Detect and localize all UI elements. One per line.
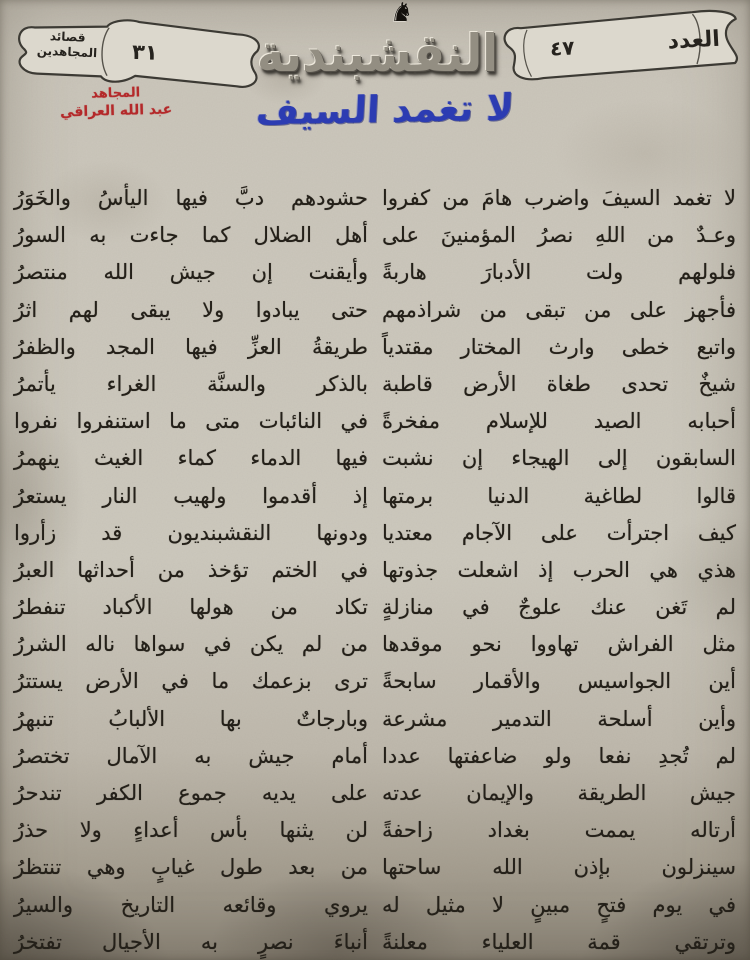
poem-line: قالوا لطاغية الدنيا برمتها [382, 483, 736, 508]
poem-line: من لم يكن في سواها ناله الشررُ [14, 632, 368, 657]
poem-line: لن يثنها بأس أعداءٍ ولا حذرُ [14, 818, 368, 843]
poem-line: ودونها النقشبنديون قد زأروا [14, 520, 368, 545]
poem-line: وعـدٌ من اللهِ نصرُ المؤمنينَ على [382, 223, 736, 248]
poem-line: سينزلون بإذن الله ساحتها [382, 855, 736, 880]
poem-line: لم تَغن عنك علوجٌ في منازلةٍ [382, 595, 736, 620]
poem-line: هذي هي الحرب إذ اشعلت جذوتها [382, 557, 736, 582]
poem-line: وأين أسلحة التدمير مشرعة [382, 706, 736, 731]
poem-line: لا تغمد السيفَ واضرب هامَ من كفروا [382, 186, 736, 210]
poem-line: في الختم تؤخذ من أحداثها العبرُ [14, 557, 368, 582]
logo-wordmark: النقشبندية [256, 22, 498, 84]
poem-line: في النائبات متى ما استنفروا نفروا [14, 409, 368, 434]
poem-line: حشودهم دبَّ فيها اليأسُ والخَوَرُ [14, 186, 368, 210]
poem-line: فيها الدماء كماء الغيث ينهمرُ [14, 446, 368, 471]
horseman-icon: ♞ [390, 0, 414, 28]
poem-line: لم تُجدِ نفعا ولو ضاعفتها عددا [382, 743, 736, 768]
poem-line: ترى بزعمك ما في الأرض يستترُ [14, 669, 368, 694]
poem-line: أمام جيش به الآمال تختصرُ [14, 743, 368, 768]
author-byline [36, 84, 197, 123]
poem-line: بالذكر والسنَّة الغراء يأتمرُ [14, 371, 368, 396]
issue-number: ٤٧ [549, 35, 576, 61]
poem-line: حتى يبادوا ولا يبقى لهم اثرُ [14, 297, 368, 322]
poem-line: وترتقي قمة العلياء معلنةً [382, 929, 736, 954]
author-title: المجاهد [91, 85, 141, 102]
poem-line: جيش الطريقة والإيمان عدته [382, 781, 736, 805]
poem-line: واتبع خطى وارث المختار مقتدياً [382, 334, 736, 359]
poem-line: فلولهم ولت الأدبارَ هاربةً [382, 260, 736, 285]
poem-line: وأيقنت إن جيش الله منتصرُ [14, 260, 368, 285]
poem-line: تكاد من هولها الأكباد تنفطرُ [14, 595, 368, 620]
poem-line: على يديه جموع الكفر تندحرُ [14, 781, 368, 805]
poem-line: وبارجاتٌ بها الألبابُ تنبهرُ [14, 706, 368, 731]
poem-line: فأجهز على من تبقى من شراذمهم [382, 297, 736, 322]
poem-line: أين الجواسيس والأقمار سابحةً [382, 669, 736, 694]
page-number: ٣١ [131, 39, 159, 65]
section-label: قصائد المجاهدين [36, 29, 98, 61]
poem-line: طريقةُ العزِّ فيها المجد والظفرُ [14, 334, 368, 359]
magazine-logo [256, 0, 498, 96]
poem-line: من بعد طول غيابٍ وهي تنتظرُ [14, 855, 368, 880]
poem-line: السابقون إلى الهيجاء إن نشبت [382, 446, 736, 471]
poem-title: لا تغمد السيف [255, 85, 515, 134]
poem-line: أرتاله يممت بغداد زاحفةً [382, 818, 736, 843]
poem-line: أحبابه الصيد للإسلام مفخرةً [382, 409, 736, 434]
poem-line: أنباءَ نصرٍ به الأجيال تفتخرُ [14, 929, 368, 954]
poem-line: يروي وقائعه التاريخ والسيرُ [14, 892, 368, 917]
issue-label: العدد [666, 26, 721, 55]
poem-column-right [382, 180, 736, 960]
poem-line: أهل الضلال كما جاءت به السورُ [14, 223, 368, 248]
poem-line: شيخٌ تحدى طغاة الأرض قاطبة [382, 371, 736, 396]
poem-line: كيف اجترأت على الآجام معتديا [382, 520, 736, 545]
poem-column-left [14, 180, 368, 960]
poem-line: مثل الفراش تهاووا نحو موقدها [382, 632, 736, 657]
poem-line: إذ أقدموا ولهيب النار يستعرُ [14, 483, 368, 508]
poem-line: في يوم فتحٍ مبينٍ لا مثيل له [382, 892, 736, 917]
author-name: عبد الله العراقي [59, 101, 173, 121]
issue-banner [496, 6, 743, 87]
